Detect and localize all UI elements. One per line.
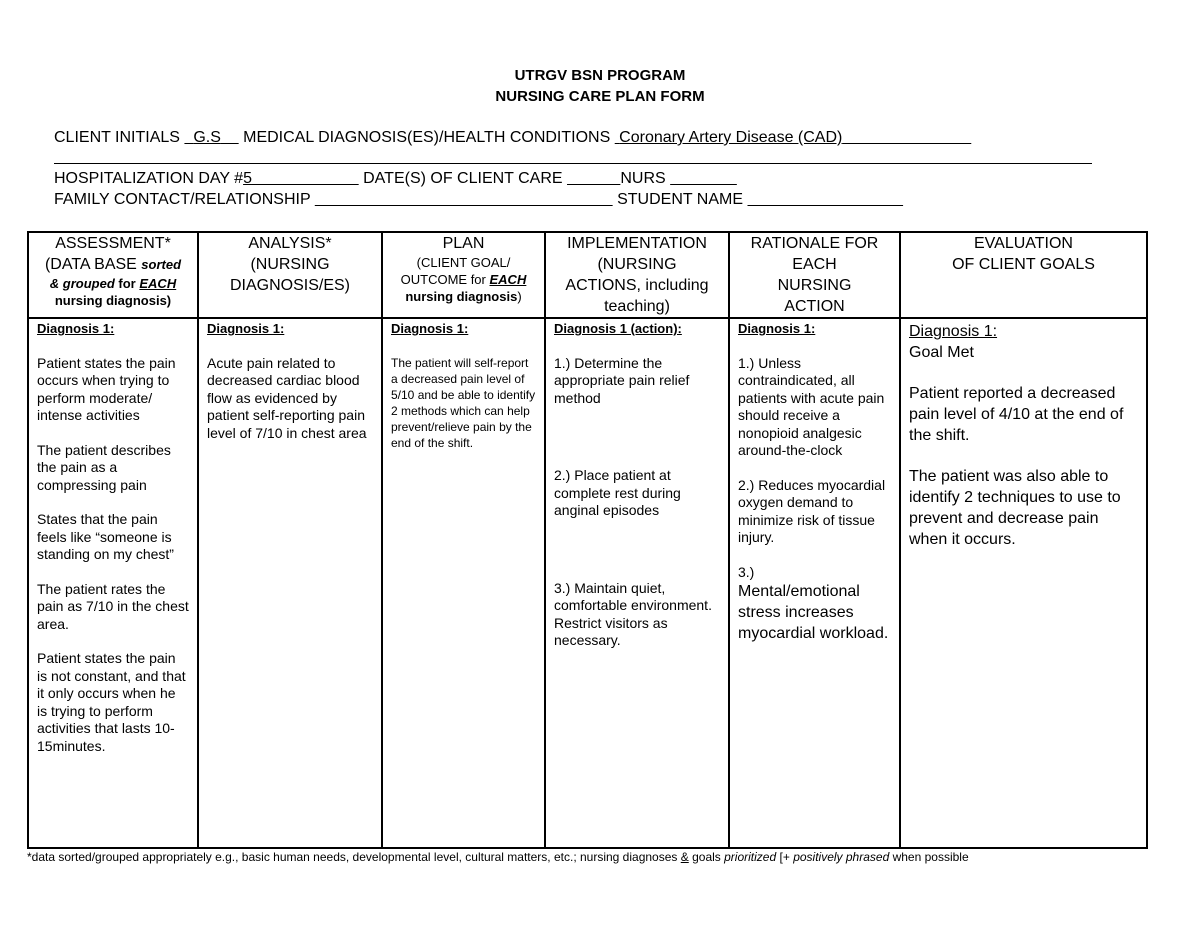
implementation-diagnosis-heading: Diagnosis 1 (action):	[554, 321, 682, 336]
hospitalization-day-field[interactable]: 5	[243, 170, 252, 187]
analysis-diagnosis-heading: Diagnosis 1:	[207, 321, 285, 336]
evaluation-text: Patient reported a decreased pain level of 4/10 at the end of the shift.	[909, 385, 1124, 444]
diagnosis-1-row	[28, 318, 1147, 848]
rationale-header: RATIONALE FOR EACH NURSING ACTION	[729, 232, 900, 318]
evaluation-cell[interactable]	[900, 318, 1147, 848]
rationale-text: 3.)	[738, 563, 755, 580]
nurs-label: NURS	[620, 170, 666, 187]
medical-diagnosis-label: MEDICAL DIAGNOSIS(ES)/HEALTH CONDITIONS	[243, 129, 611, 146]
nurs-field[interactable]	[670, 170, 737, 187]
nursing-action-text: 3.) Maintain quiet, comfortable environment. Restrict visitors as necessary.	[554, 579, 712, 648]
assessment-text: Patient states the pain occurs when trying to perform moderate/ intense activities	[37, 354, 176, 423]
nursing-action-text: 1.) Determine the appropriate pain relief method	[554, 354, 690, 406]
rationale-diagnosis-heading: Diagnosis 1:	[738, 321, 816, 336]
assessment-diagnosis-heading: Diagnosis 1:	[37, 321, 115, 336]
care-plan-table	[27, 231, 1148, 849]
student-name-field[interactable]	[747, 191, 903, 208]
assessment-text: The patient describes the pain as a compressing pain	[37, 441, 171, 493]
implementation-header: IMPLEMENTATION (NURSING ACTIONS, including teaching)	[545, 232, 729, 318]
assessment-header: ASSESSMENT* (DATA BASE sorted & grouped for EACH nursing diagnosis)	[28, 232, 198, 318]
client-initials-label: CLIENT INITIALS	[54, 129, 180, 146]
analysis-cell[interactable]	[198, 318, 382, 848]
rationale-text: 2.) Reduces myocardial oxygen demand to minimize risk of tissue injury.	[738, 476, 886, 545]
dates-of-care-label: DATE(S) OF CLIENT CARE	[363, 170, 563, 187]
plan-cell[interactable]	[382, 318, 545, 848]
medical-diagnosis-field[interactable]: Coronary Artery Disease (CAD)	[619, 129, 843, 146]
plan-header: PLAN (CLIENT GOAL/ OUTCOME for EACH nursing diagnosis)	[382, 232, 545, 318]
dates-of-care-field[interactable]	[567, 170, 620, 187]
student-name-label: STUDENT NAME	[617, 191, 744, 208]
program-title: UTRGV BSN PROGRAM	[514, 67, 686, 84]
assessment-text: States that the pain feels like “someone is standing on my chest”	[37, 511, 174, 562]
rationale-text: 1.) Unless contraindicated, all patients with acute pain should receive a nonopioid analgesic around-the-clock	[738, 354, 885, 458]
evaluation-text: The patient was also able to identify 2 techniques to use to prevent and decrease pain when it occurs.	[909, 468, 1121, 548]
analysis-header: ANALYSIS* (NURSING DIAGNOSIS/ES)	[198, 232, 382, 318]
assessment-cell[interactable]	[28, 318, 198, 848]
footnote: *data sorted/grouped appropriately e.g., basic human needs, developmental level, cultural matters, etc.; nursing diagnoses & goals prioritized [+ positively phrased when possible	[27, 850, 969, 864]
plan-diagnosis-heading: Diagnosis 1:	[391, 321, 469, 336]
client-info-line	[54, 129, 971, 147]
client-goal-text: The patient will self-report a decreased pain level of 5/10 and be able to identify 2 methods which can help prevent/relieve pain by the end of the shift.	[391, 355, 536, 450]
nursing-action-text: 2.) Place patient at complete rest during anginal episodes	[554, 467, 681, 518]
implementation-cell[interactable]	[545, 318, 729, 848]
nursing-diagnosis-text: Acute pain related to decreased cardiac blood flow as evidenced by patient self-reporting pain level of 7/10 in chest area	[207, 354, 367, 441]
hospitalization-line	[54, 170, 737, 188]
evaluation-diagnosis-heading: Diagnosis 1:	[909, 323, 998, 340]
diagnosis-continuation-line[interactable]	[54, 163, 1092, 164]
rationale-cell[interactable]	[729, 318, 900, 848]
family-contact-label: FAMILY CONTACT/RELATIONSHIP	[54, 191, 311, 208]
evaluation-header: EVALUATION OF CLIENT GOALS	[900, 232, 1147, 318]
table-header-row	[28, 232, 1147, 318]
goal-status: Goal Met	[909, 344, 974, 361]
assessment-text: The patient rates the pain as 7/10 in the chest area.	[37, 580, 189, 632]
family-contact-line	[54, 191, 903, 209]
hospitalization-label: HOSPITALIZATION DAY #	[54, 170, 244, 187]
assessment-text: Patient states the pain is not constant, and that it only occurs when he is trying to perform activities that lasts 10-15minutes.	[37, 650, 186, 754]
form-title: NURSING CARE PLAN FORM	[495, 88, 705, 105]
rationale-text: Mental/emotional stress increases myocardial workload.	[738, 583, 889, 642]
family-contact-field[interactable]	[315, 191, 613, 208]
client-initials-field[interactable]: G.S	[193, 129, 221, 146]
